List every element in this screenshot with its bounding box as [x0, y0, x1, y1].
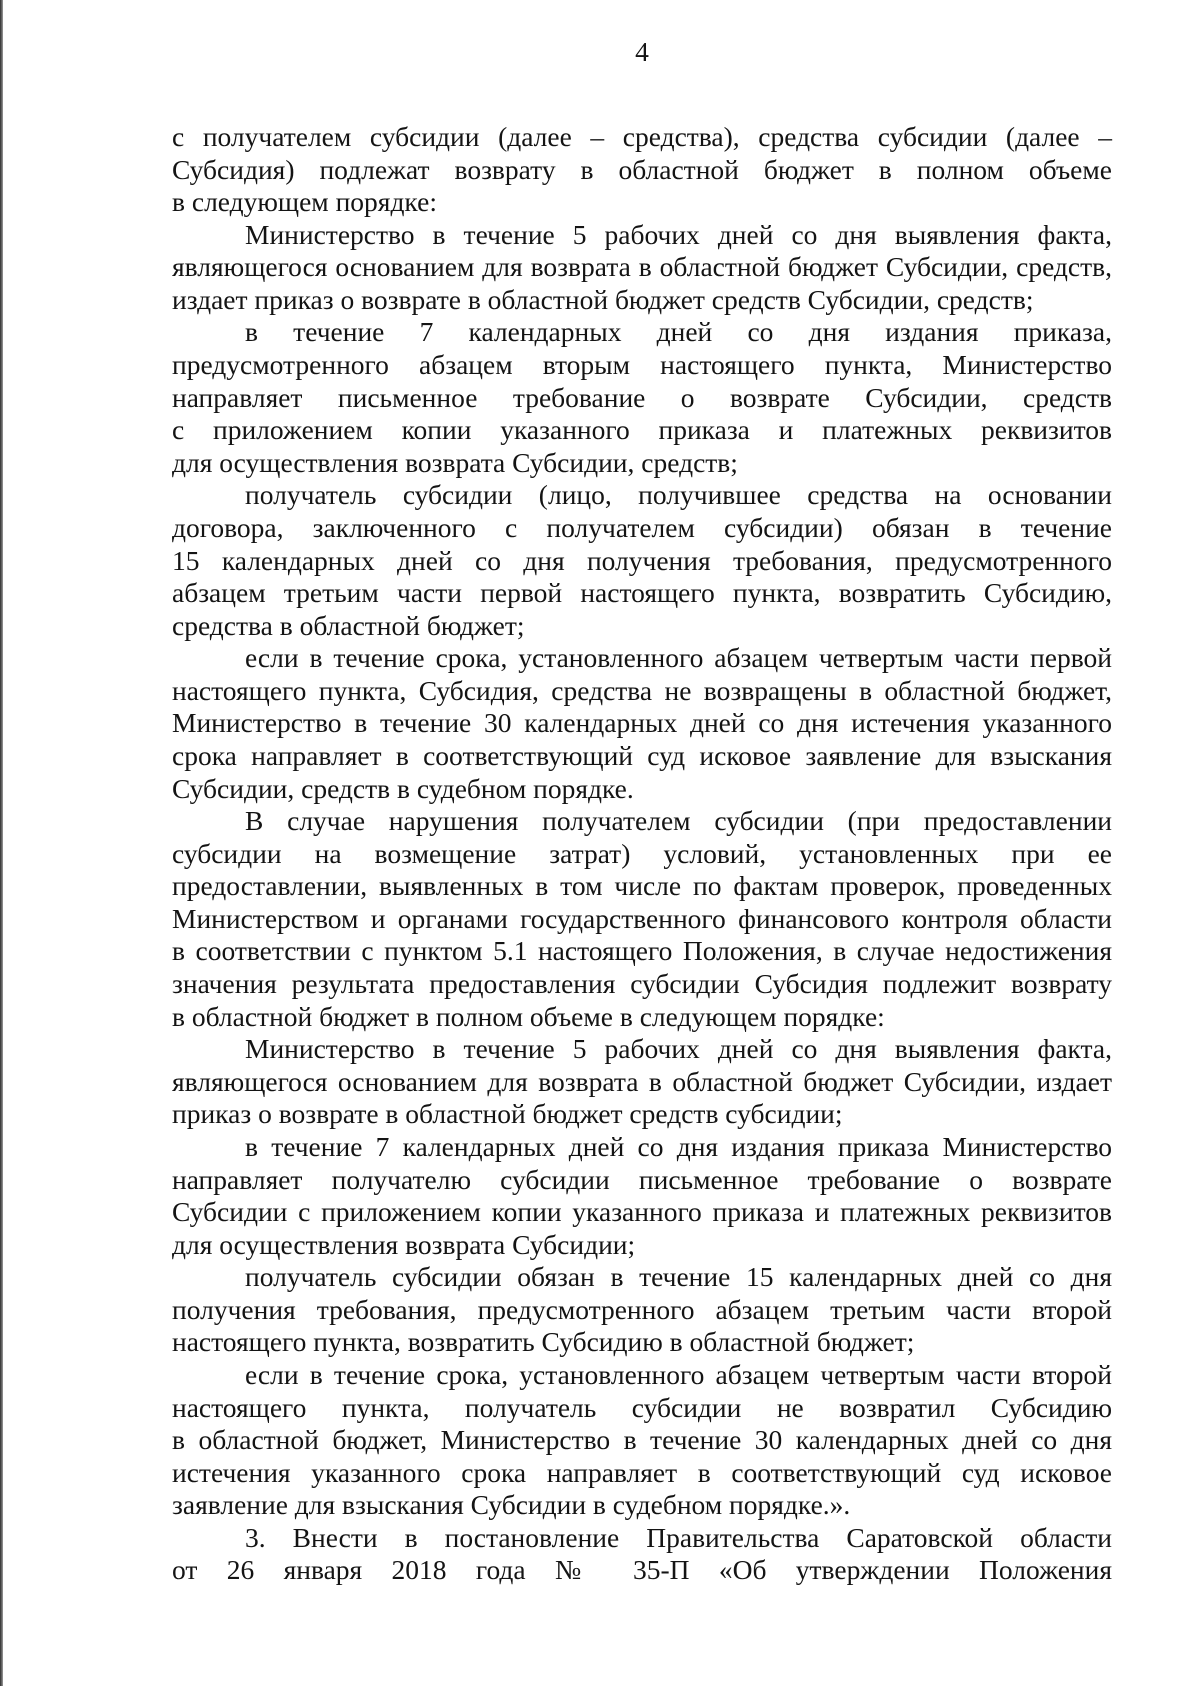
paragraph — [172, 121, 1112, 219]
text-line: средства в областной бюджет; — [172, 609, 525, 641]
text-line: абзацем третьим части первой настоящего пункта, возвратить Субсидию, — [172, 577, 1112, 609]
text-line: Министерство в течение 5 рабочих дней со дня выявления факта, — [245, 1033, 1112, 1065]
text-line: в течение 7 календарных дней со дня издания приказа Министерство — [245, 1130, 1112, 1162]
text-line: заявление для взыскания Субсидии в судебном порядке.». — [172, 1489, 851, 1521]
text-line: с приложением копии указанного приказа и платежных реквизитов — [172, 414, 1112, 446]
text-line: предусмотренного абзацем вторым настоящего пункта, Министерство — [172, 349, 1112, 381]
text-line: 15 календарных дней со дня получения требования, предусмотренного — [172, 544, 1112, 576]
text-line: в течение 7 календарных дней со дня издания приказа, — [245, 316, 1112, 348]
text-line: Министерством и органами государственного финансового контроля области — [172, 902, 1112, 934]
text-line: в следующем порядке: — [172, 186, 437, 218]
text-line: предоставлении, выявленных в том числе по фактам проверок, проведенных — [172, 870, 1112, 902]
text-line: если в течение срока, установленного абзацем четвертым части первой — [245, 642, 1112, 674]
text-line: направляет получателю субсидии письменное требование о возврате — [172, 1163, 1112, 1195]
text-line: для осуществления возврата Субсидии, средств; — [172, 446, 738, 478]
text-line: субсидии на возмещение затрат) условий, установленных при ее — [172, 837, 1112, 869]
paragraph — [172, 219, 1112, 317]
text-line: являющегося основанием для возврата в областной бюджет Субсидии, издает — [172, 1065, 1112, 1097]
text-line: направляет письменное требование о возврате Субсидии, средств — [172, 381, 1112, 413]
paragraph — [172, 1033, 1112, 1131]
text-line: значения результата предоставления субсидии Субсидия подлежит возврату — [172, 968, 1112, 1000]
page-number: 4 — [635, 36, 649, 67]
text-line: получения требования, предусмотренного абзацем третьим части второй — [172, 1293, 1112, 1325]
text-line: получатель субсидии обязан в течение 15 календарных дней со дня — [245, 1261, 1112, 1293]
text-line: являющегося основанием для возврата в областной бюджет Субсидии, средств, — [172, 251, 1112, 283]
text-line: если в течение срока, установленного абзацем четвертым части второй — [245, 1358, 1112, 1390]
document-body — [172, 121, 1112, 1587]
text-line: с получателем субсидии (далее – средства), средства субсидии (далее – — [172, 121, 1112, 152]
text-line: получатель субсидии (лицо, получившее средства на основании — [245, 479, 1112, 511]
text-line: издает приказ о возврате в областной бюджет средств Субсидии, средств; — [172, 283, 1034, 315]
paragraph — [172, 642, 1112, 805]
text-line: срока направляет в соответствующий суд исковое заявление для взыскания — [172, 739, 1112, 771]
text-line: договора, заключенного с получателем субсидии) обязан в течение — [172, 511, 1112, 543]
text-line: 3. Внести в постановление Правительства Саратовской области — [245, 1521, 1112, 1553]
text-line: приказ о возврате в областной бюджет средств субсидии; — [172, 1098, 843, 1130]
text-line: настоящего пункта, получатель субсидии не возвратил Субсидию — [172, 1391, 1112, 1423]
text-line: от 26 января 2018 года № 35-П «Об утверждении Положения — [172, 1554, 1112, 1586]
paragraph — [172, 1522, 1112, 1587]
paragraph — [172, 1131, 1112, 1261]
paragraph — [172, 479, 1112, 642]
text-line: в областной бюджет в полном объеме в следующем порядке: — [172, 1000, 885, 1032]
text-line: Субсидии, средств в судебном порядке. — [172, 772, 634, 804]
paragraph — [172, 316, 1112, 479]
text-line: в соответствии с пунктом 5.1 настоящего Положения, в случае недостижения — [172, 935, 1112, 967]
text-line: Министерство в течение 5 рабочих дней со дня выявления факта, — [245, 218, 1112, 250]
paragraph — [172, 1359, 1112, 1522]
text-line: В случае нарушения получателем субсидии (при предоставлении — [245, 805, 1112, 837]
paragraph — [172, 805, 1112, 1033]
scan-edge — [0, 0, 3, 1686]
text-line: истечения указанного срока направляет в соответствующий суд исковое — [172, 1456, 1112, 1488]
text-line: Министерство в течение 30 календарных дней со дня истечения указанного — [172, 707, 1112, 739]
text-line: Субсидии с приложением копии указанного приказа и платежных реквизитов — [172, 1196, 1112, 1228]
text-line: Субсидия) подлежат возврату в областной бюджет в полном объеме — [172, 153, 1112, 185]
text-line: настоящего пункта, Субсидия, средства не возвращены в областной бюджет, — [172, 674, 1112, 706]
paragraph — [172, 1261, 1112, 1359]
text-line: для осуществления возврата Субсидии; — [172, 1228, 636, 1260]
text-line: настоящего пункта, возвратить Субсидию в областной бюджет; — [172, 1326, 915, 1358]
text-line: в областной бюджет, Министерство в течение 30 календарных дней со дня — [172, 1424, 1112, 1456]
